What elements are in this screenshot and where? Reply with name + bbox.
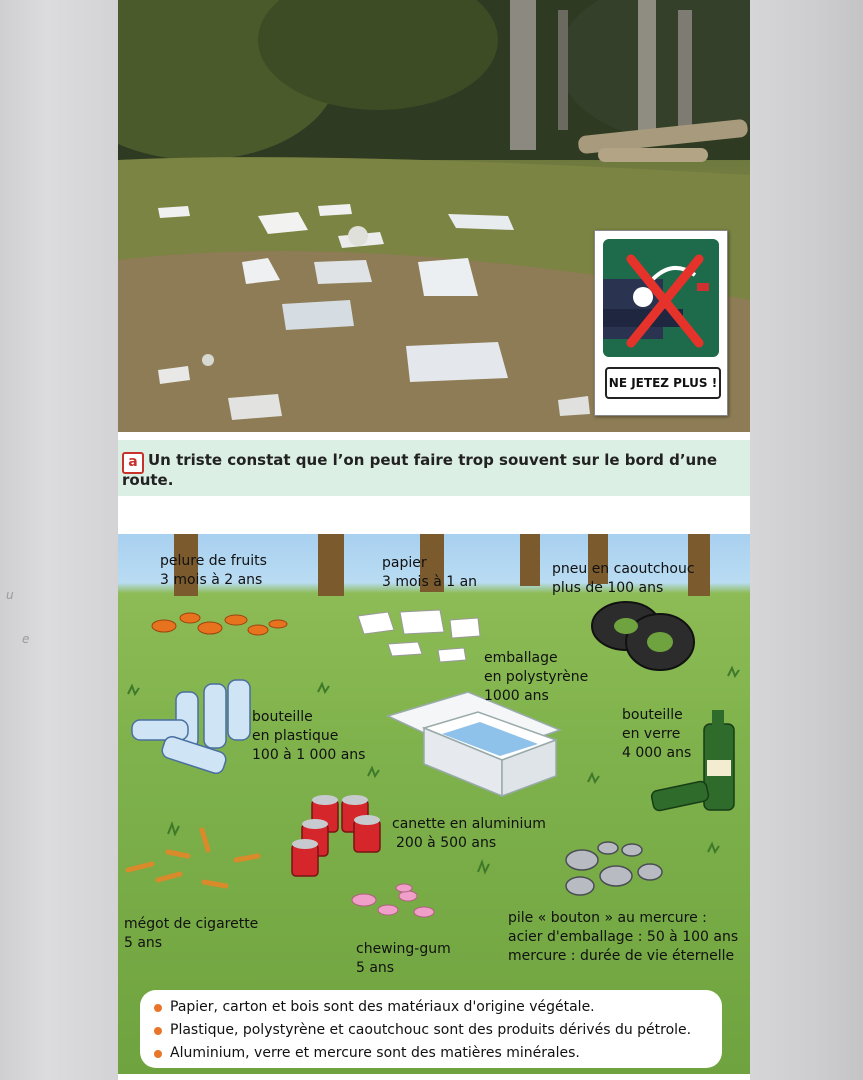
item-name: en verre	[622, 726, 681, 742]
material-origin-legend	[140, 990, 722, 1068]
item-duration: 5 ans	[124, 935, 163, 951]
label-chewing-gum	[356, 940, 451, 978]
item-name: en plastique	[252, 728, 339, 744]
item-duration: plus de 100 ans	[552, 580, 664, 596]
item-name: mégot de cigarette	[124, 916, 259, 932]
label-plastic-bottle	[252, 708, 365, 765]
faint-mark: u	[6, 588, 14, 602]
item-duration: 3 mois à 2 ans	[160, 572, 263, 588]
item-name: emballage	[484, 650, 558, 666]
legend-item-vegetal: Papier, carton et bois sont des matériaux d'origine végétale.	[152, 996, 722, 1019]
item-duration: 3 mois à 1 an	[382, 574, 478, 590]
right-page-margin	[750, 0, 863, 1080]
left-page-margin	[0, 0, 118, 1080]
caption-letter-badge: a	[122, 452, 144, 474]
decomposition-illustration	[118, 534, 750, 1074]
item-duration: 1000 ans	[484, 688, 549, 704]
caption-text: Un triste constat que l’on peut faire trop souvent sur le bord d’une	[148, 451, 718, 469]
legend-list	[140, 990, 722, 1065]
item-detail: acier d'emballage : 50 à 100 ans	[508, 929, 739, 945]
item-name: canette en aluminium	[392, 816, 546, 832]
item-duration: 100 à 1 000 ans	[252, 747, 366, 763]
item-duration: 4 000 ans	[622, 745, 692, 761]
item-name: chewing-gum	[356, 941, 451, 957]
sign-text: NE JETEZ PLUS !	[605, 367, 721, 399]
faint-mark: e	[22, 632, 30, 646]
item-detail: mercure : durée de vie éternelle	[508, 948, 735, 964]
item-name: pneu en caoutchouc	[552, 561, 695, 577]
label-rubber-tire	[552, 560, 695, 598]
textbook-page	[118, 0, 750, 1080]
label-cigarette-butt	[124, 915, 258, 953]
label-polystyrene	[484, 649, 588, 706]
item-name: pile « bouton » au mercure :	[508, 910, 707, 926]
legend-item-mineral: Aluminium, verre et mercure sont des matières minérales.	[152, 1042, 722, 1065]
item-name: pelure de fruits	[160, 553, 267, 569]
label-paper	[382, 554, 477, 592]
item-name: bouteille	[622, 707, 683, 723]
item-duration: 5 ans	[356, 960, 395, 976]
label-button-battery	[508, 909, 738, 966]
label-glass-bottle	[622, 706, 691, 763]
item-duration: 200 à 500 ans	[396, 835, 497, 851]
label-aluminium-can	[392, 815, 546, 853]
sign-pictogram	[603, 239, 719, 357]
item-name: bouteille	[252, 709, 313, 725]
caption-text-continued: route.	[122, 471, 174, 489]
item-name: en polystyrène	[484, 669, 589, 685]
no-littering-icon	[603, 239, 719, 357]
item-name: papier	[382, 555, 427, 571]
roadside-litter-photo	[118, 0, 750, 432]
no-littering-sign	[594, 230, 728, 416]
label-fruit-peel	[160, 552, 267, 590]
legend-item-petroleum: Plastique, polystyrène et caoutchouc sont des produits dérivés du pétrole.	[152, 1019, 722, 1042]
